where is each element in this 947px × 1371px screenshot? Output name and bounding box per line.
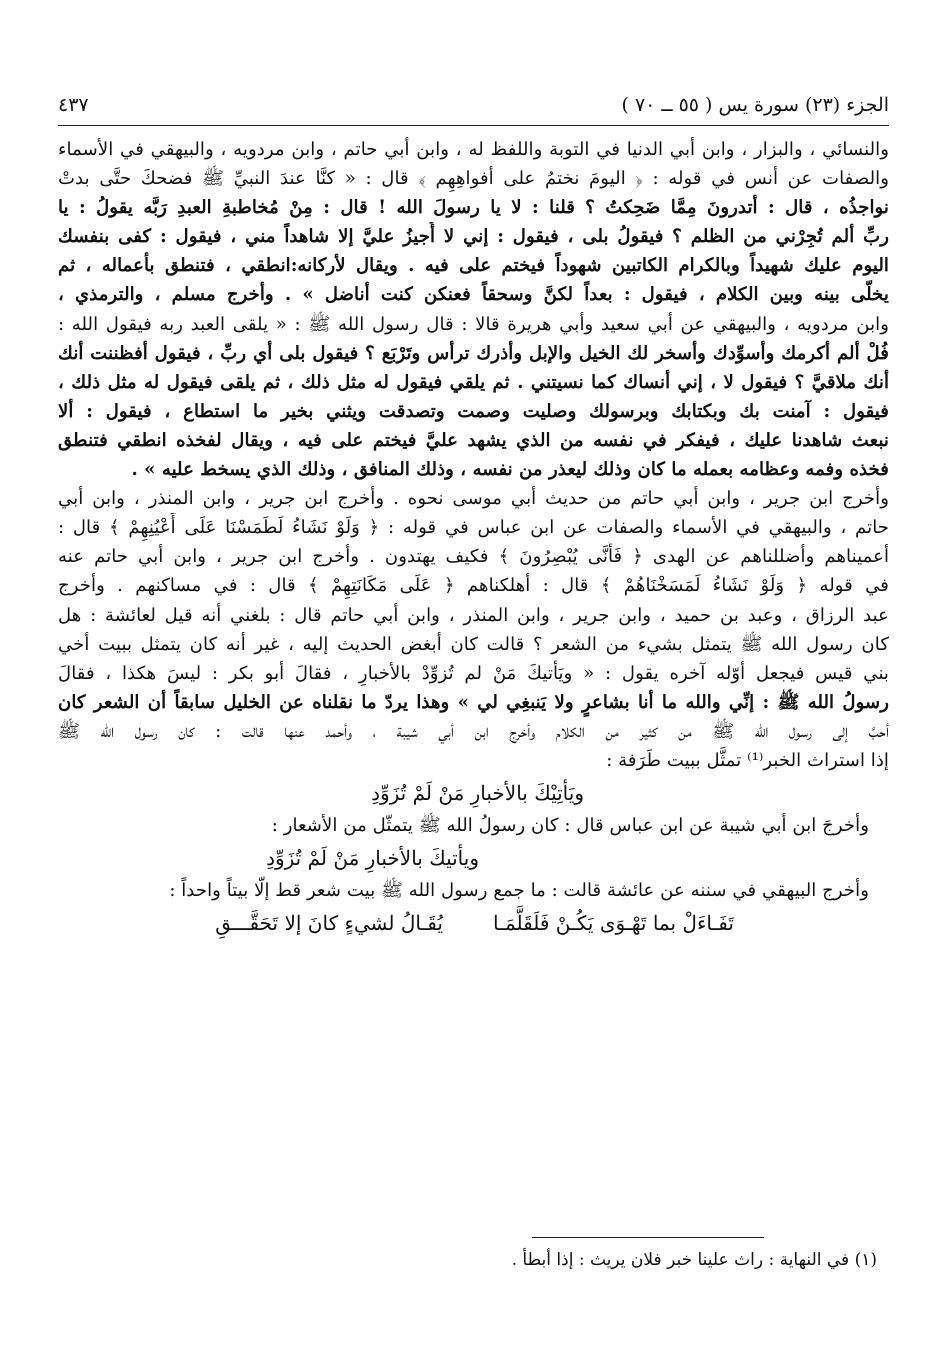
text-line: وابن مردويه ، والبيهقي عن أبي سعيد وأبي هريرة قالا : قال رسول الله ﷺ : « يلقى العبد ربه فيقول الله : (58, 313, 889, 335)
poem-hemistich-second: يُقَـالُ لشيءٍ كانَ إلا تَحَقَّـــقِ (215, 911, 443, 936)
text-line: وأخرج البيهقي في سننه عن عائشة قالت : ما جمع رسول الله ﷺ بيت شعر قط إلَّا بيتاً واحداً : (169, 880, 869, 902)
text-line: عبد الرزاق ، وعبد بن حميد ، وابن جرير ، وابن المنذر ، وابن أبي حاتم قال : بلغني أنه قيل لعائشة : هل (58, 604, 889, 626)
header-rule (58, 125, 889, 126)
text-line: أعميناهم وأضللناهم عن الهدى ﴿ فَأَنَّى يُبْصِرُونَ ﴾ فكيف يهتدون . وأخرج ابن جرير ، وابن أبي حاتم عنه (58, 546, 889, 568)
poetry-verse: ويأتيكَ بالأخبارِ مَنْ لَمْ تُزَوِّدِ (266, 846, 479, 871)
text-line: ربِّ ألم تُجِرْني من الظلم ؟ فيقولُ بلى ، فيقول : إني لا أُجيزُ عليَّ إلا شاهداً مني ، فيقول : كفى بنفسك (58, 226, 889, 248)
text-line: والصفات عن أنس في قوله : ﴿ اليومَ نختمُ على أفواهِهِم ﴾ قال : « كنَّا عندَ النبيِّ ﷺ فضحكَ حتَّى بدتْ (58, 168, 889, 190)
text-line: وأخرج ابن جرير ، وابن أبي حاتم من حديث أبي موسى نحوه . وأخرج ابن جرير ، وابن المنذر ، وابن أبي (58, 488, 889, 510)
text-line: إذا استراث الخبر⁽¹⁾ تمثَّل ببيت طَرَفة : (606, 749, 889, 771)
text-line: فُلْ ألم أكرمك وأسوِّدك وأسخر لك الخيل والإبل وأذرك ترأس وتَرْبَع ؟ فيقول بلى أي ربِّ ، فيقول أفظننت أنك (58, 342, 889, 364)
text-line: والنسائي ، والبزار ، وابن أبي الدنيا في التوبة واللفظ له ، وابن أبي حاتم ، وابن مردويه ، والبيهقي في الأسماء (58, 139, 889, 160)
text-line: اليوم عليك شهيداً وبالكرام الكاتبين شهوداً فيختم على فيه . ويقال لأركانه:انطقي ، فتنطق بأعماله ، ثم (58, 255, 889, 277)
text-line: أحبَّ إلى رسول الله ﷺ من كثير من الكلام وأخرج ابن أبي شيبة ، وأحمد عنها قالت : كان رسول الله ﷺ (58, 720, 889, 742)
text-line: في قوله ﴿ وَلَوْ نَشَاءُ لَمَسَخْنَاهُمْ ﴾ قال : أهلكناهم ﴿ عَلَى مَكَانَتِهِمْ ﴾ قال : في مساكنهم . وأخرج (58, 575, 889, 597)
text-line: وأخرجَ ابن أبي شيبة عن ابن عباس قال : كان رسولُ الله ﷺ يتمثّل من الأشعار : (271, 815, 869, 837)
text-line: رسولُ الله ﷺ : إنِّي والله ما أنا بشاعرٍ ولا يَنبغِي لي » وهذا يردّ ما نقلناه عن الخليل سابقاً أن الشعر كان (58, 691, 889, 713)
text-line: نبعث شاهدنا عليك ، فيفكر في نفسه من الذي يشهد عليَّ فيختم على فيه ، ويقال لفخذه انطقي فتنطق (58, 429, 889, 451)
text-line: أنك ملاقيَّ ؟ فيقول لا ، إني أنساك كما نسيتني . ثم يلقي فيقول له مثل ذلك ، ثم يلقى فيقول له مثل ذلك ، (58, 371, 889, 393)
poem-line (58, 905, 889, 941)
poem-hemistich-first: تَفَـاءَلْ بما تَهْـوَى يَكُـنْ فَلَقَلَّمَـا (493, 911, 734, 936)
running-title: الجزء (٢٣) سورة يس ( ٥٥ ــ ٧٠ ) (621, 94, 889, 116)
text-line: حاتم ، والبيهقي في الأسماء والصفات عن ابن عباس في قوله : ﴿ وَلَوْ نَشَاءُ لَطَمَسْنَا عَلَى أَعْيُنِهِمْ ﴾ قال : (58, 517, 889, 539)
poetry-verse: ويَأتِيْكَ بالأخبارِ مَنْ لَمْ تُزَوِّدِ (371, 781, 584, 806)
footnote: (١) في النهاية : راث علينا خبر فلان يريث : إذا أبطأ . (511, 1250, 877, 1270)
text-line: نواجذُه ، قال : أتدرونَ مِمَّا ضَحِكتُ ؟ قلنا : لا يا رسولَ الله ! قال : مِنْ مُخاطبةِ العبدِ رَبَّه يقولُ : يا (58, 197, 889, 219)
page-body (58, 135, 889, 941)
text-line: فخذه وفمه وعظامه بعمله ما كان وذلك ليعذر من نفسه ، وذلك المنافق ، وذلك الذي يسخط عليه » . (131, 459, 889, 481)
text-line: فيقول : آمنت بك وبكتابك وبرسولك وصليت وصمت وتصدقت ويثني بخير ما استطاع ، فيقول : ألا (58, 400, 889, 422)
page-number: ٤٣٧ (58, 94, 89, 116)
page-header (58, 90, 889, 124)
text-line: كان رسول الله ﷺ يتمثل بشيء من الشعر ؟ قالت كان أبغض الحديث إليه ، غير أنه كان يتمثل ببيت أخي (58, 633, 889, 655)
text-line: يخلَّى بينه وبين الكلام ، فيقول : بعداً لكنَّ وسحقاً فعنكن كنت أناضل » . وأخرج مسلم ، والترمذي ، (58, 284, 889, 306)
text-line: بني قيس فيجعل أوّله آخره يقول : « ويَأتيكَ مَنْ لم تُزوِّدْ بالأخبارِ ، فقالَ أبو بكر : ليسَ هكذا ، فقالَ (58, 662, 889, 684)
footnote-rule (532, 1237, 764, 1238)
